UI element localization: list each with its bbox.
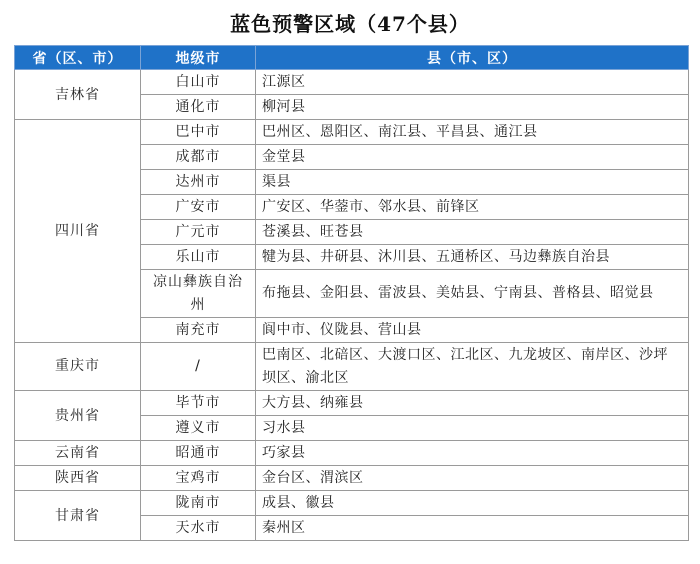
province-cell: 陕西省 <box>15 466 141 491</box>
county-cell: 巴州区、恩阳区、南江县、平昌县、通江县 <box>256 120 689 145</box>
province-cell: 四川省 <box>15 120 141 343</box>
city-cell: 巴中市 <box>141 120 256 145</box>
province-cell: 吉林省 <box>15 70 141 120</box>
table-row <box>15 491 689 516</box>
county-cell: 习水县 <box>256 416 689 441</box>
city-cell: 广元市 <box>141 220 256 245</box>
table-row <box>15 120 689 145</box>
county-cell: 金台区、渭滨区 <box>256 466 689 491</box>
county-cell: 广安区、华蓥市、邻水县、前锋区 <box>256 195 689 220</box>
county-cell: 犍为县、井研县、沐川县、五通桥区、马边彝族自治县 <box>256 245 689 270</box>
city-cell: 白山市 <box>141 70 256 95</box>
county-cell: 巧家县 <box>256 441 689 466</box>
page-title: 蓝色预警区域（47个县） <box>230 12 470 36</box>
city-cell: 广安市 <box>141 195 256 220</box>
province-cell: 甘肃省 <box>15 491 141 541</box>
county-cell: 金堂县 <box>256 145 689 170</box>
city-cell: 天水市 <box>141 516 256 541</box>
city-cell: 毕节市 <box>141 391 256 416</box>
table-row <box>15 70 689 95</box>
header-province: 省（区、市） <box>15 46 141 70</box>
county-cell: 江源区 <box>256 70 689 95</box>
county-cell: 大方县、纳雍县 <box>256 391 689 416</box>
county-cell: 柳河县 <box>256 95 689 120</box>
city-cell: 陇南市 <box>141 491 256 516</box>
city-cell: 通化市 <box>141 95 256 120</box>
county-cell: 成县、徽县 <box>256 491 689 516</box>
table-header <box>15 46 689 70</box>
table-row <box>15 343 689 391</box>
city-cell: 凉山彝族自治州 <box>141 270 256 318</box>
county-cell: 渠县 <box>256 170 689 195</box>
city-cell: / <box>141 343 256 391</box>
county-cell: 秦州区 <box>256 516 689 541</box>
header-county: 县（市、区） <box>256 46 689 70</box>
province-cell: 贵州省 <box>15 391 141 441</box>
province-cell: 重庆市 <box>15 343 141 391</box>
province-cell: 云南省 <box>15 441 141 466</box>
header-row <box>15 46 689 70</box>
city-cell: 宝鸡市 <box>141 466 256 491</box>
table-row <box>15 466 689 491</box>
header-city: 地级市 <box>141 46 256 70</box>
county-cell: 阆中市、仪陇县、营山县 <box>256 318 689 343</box>
city-cell: 乐山市 <box>141 245 256 270</box>
table-row <box>15 441 689 466</box>
city-cell: 成都市 <box>141 145 256 170</box>
warning-regions-table <box>14 45 689 541</box>
city-cell: 南充市 <box>141 318 256 343</box>
county-cell: 布拖县、金阳县、雷波县、美姑县、宁南县、普格县、昭觉县 <box>256 270 689 318</box>
county-cell: 苍溪县、旺苍县 <box>256 220 689 245</box>
city-cell: 昭通市 <box>141 441 256 466</box>
city-cell: 达州市 <box>141 170 256 195</box>
city-cell: 遵义市 <box>141 416 256 441</box>
county-cell: 巴南区、北碚区、大渡口区、江北区、九龙坡区、南岸区、沙坪坝区、渝北区 <box>256 343 689 391</box>
table-row <box>15 391 689 416</box>
table-body <box>15 70 689 541</box>
